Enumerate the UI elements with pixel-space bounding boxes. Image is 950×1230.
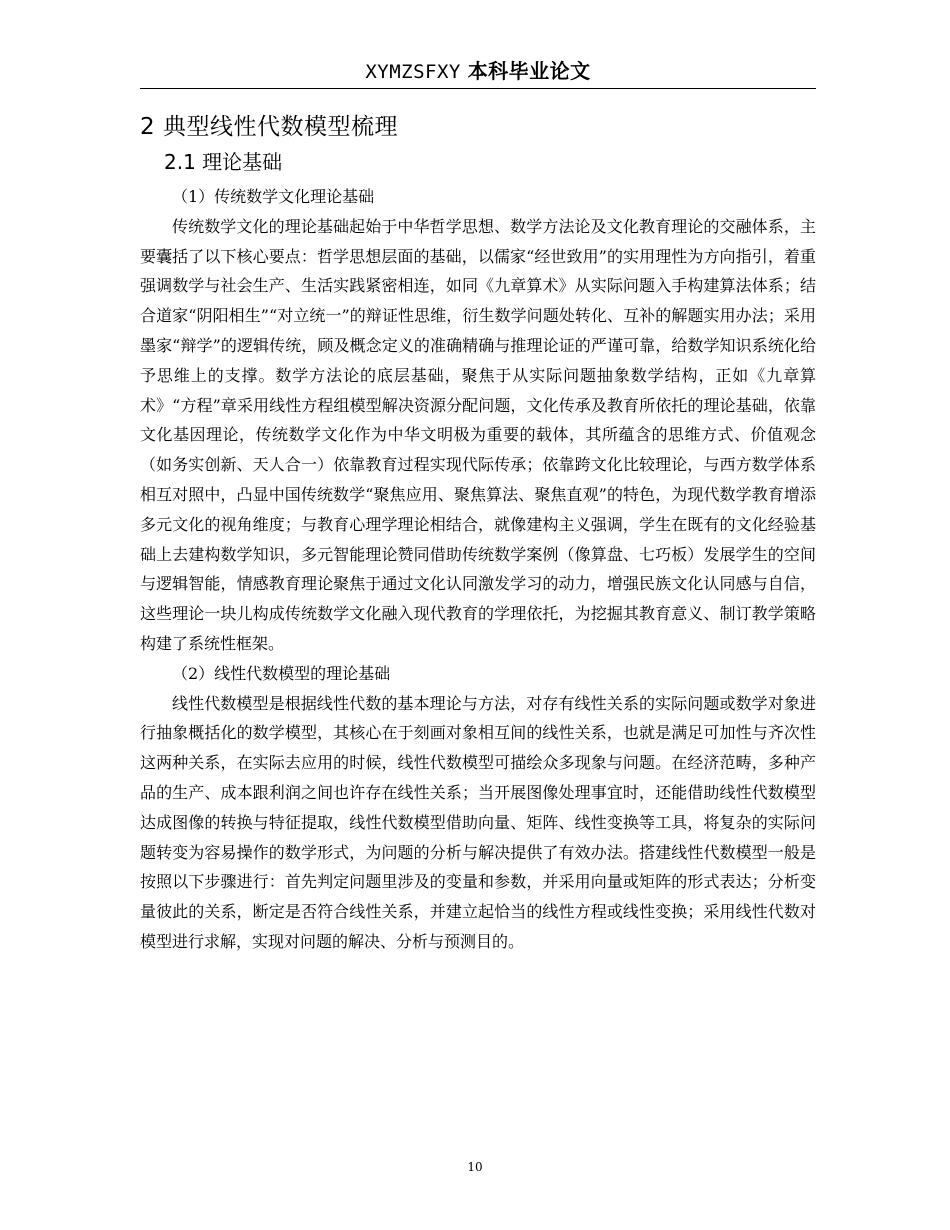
subsection-title: 2.1 理论基础 [164, 150, 283, 174]
header-divider [140, 88, 816, 89]
page-number: 10 [467, 1160, 483, 1174]
part1-heading: （1）传统数学文化理论基础 [172, 187, 375, 206]
main-content [140, 108, 816, 957]
part2-paragraph: 线性代数模型是根据线性代数的基本理论与方法，对存有线性关系的实际问题或数学对象进行抽象概括化的数学模型，其核心在于刻画对象相互间的线性关系，也就是满足可加性与齐次性这两种关系，在实际去应用的时候，线性代数模型可描绘众多现象与问题。在经济范畴，多种产品的生产、成本跟利润之间也许存在线性关系；当开展图像处理事宜时，还能借助线性代数模型达成图像的转换与特征提取，线性代数模型借助向量、矩阵、线性变换等工具，将复杂的实际问题转变为容易操作的数学形式，为问题的分析与解决提供了有效办法。搭建线性代数模型一般是按照以下步骤进行：首先判定问题里涉及的变量和参数，并采用向量或矩阵的形式表达；分析变量彼此的关系，断定是否符合线性关系，并建立起恰当的线性方程或线性变换；采用线性代数对模型进行求解，实现对问题的解决、分析与预测目的。 [140, 693, 816, 951]
header-code: XYMZSFXY [365, 61, 461, 83]
running-header [140, 58, 816, 85]
part1-paragraph: 传统数学文化的理论基础起始于中华哲学思想、数学方法论及文化教育理论的交融体系，主要囊括了以下核心要点：哲学思想层面的基础，以儒家“经世致用”的实用理性为方向指引，着重强调数学与社会生产、生活实践紧密相连，如同《九章算术》从实际问题入手构建算法体系；结合道家“阴阳相生”“对立统一”的辩证性思维，衍生数学问题处转化、互补的解题实用办法；采用墨家“辩学”的逻辑传统，顾及概念定义的准确精确与推理论证的严谨可靠，给数学知识系统化给予思维上的支撑。数学方法论的底层基础，聚焦于从实际问题抽象数学结构，正如《九章算术》“方程”章采用线性方程组模型解决资源分配问题，文化传承及教育所依托的理论基础，依靠文化基因理论，传统数学文化作为中华文明极为重要的载体，其所蕴含的思维方式、价值观念（如务实创新、天人合一）依靠教育过程实现代际传承；依靠跨文化比较理论，与西方数学体系相互对照中，凸显中国传统数学“聚焦应用、聚焦算法、聚焦直观”的特色，为现代数学教育增添多元文化的视角维度；与教育心理学理论相结合，就像建构主义强调，学生在既有的文化经验基础上去建构数学知识，多元智能理论赞同借助传统数学案例（像算盘、七巧板）发展学生的空间与逻辑智能，情感教育理论聚焦于通过文化认同激发学习的动力，增强民族文化认同感与自信，这些理论一块儿构成传统数学文化融入现代教育的学理依托，为挖掘其教育意义、制订教学策略构建了系统性框架。 [140, 216, 816, 653]
header-label: 本科毕业论文 [467, 59, 591, 83]
part2-heading: （2）线性代数模型的理论基础 [172, 663, 391, 683]
section-title: 2 典型线性代数模型梳理 [140, 114, 398, 140]
